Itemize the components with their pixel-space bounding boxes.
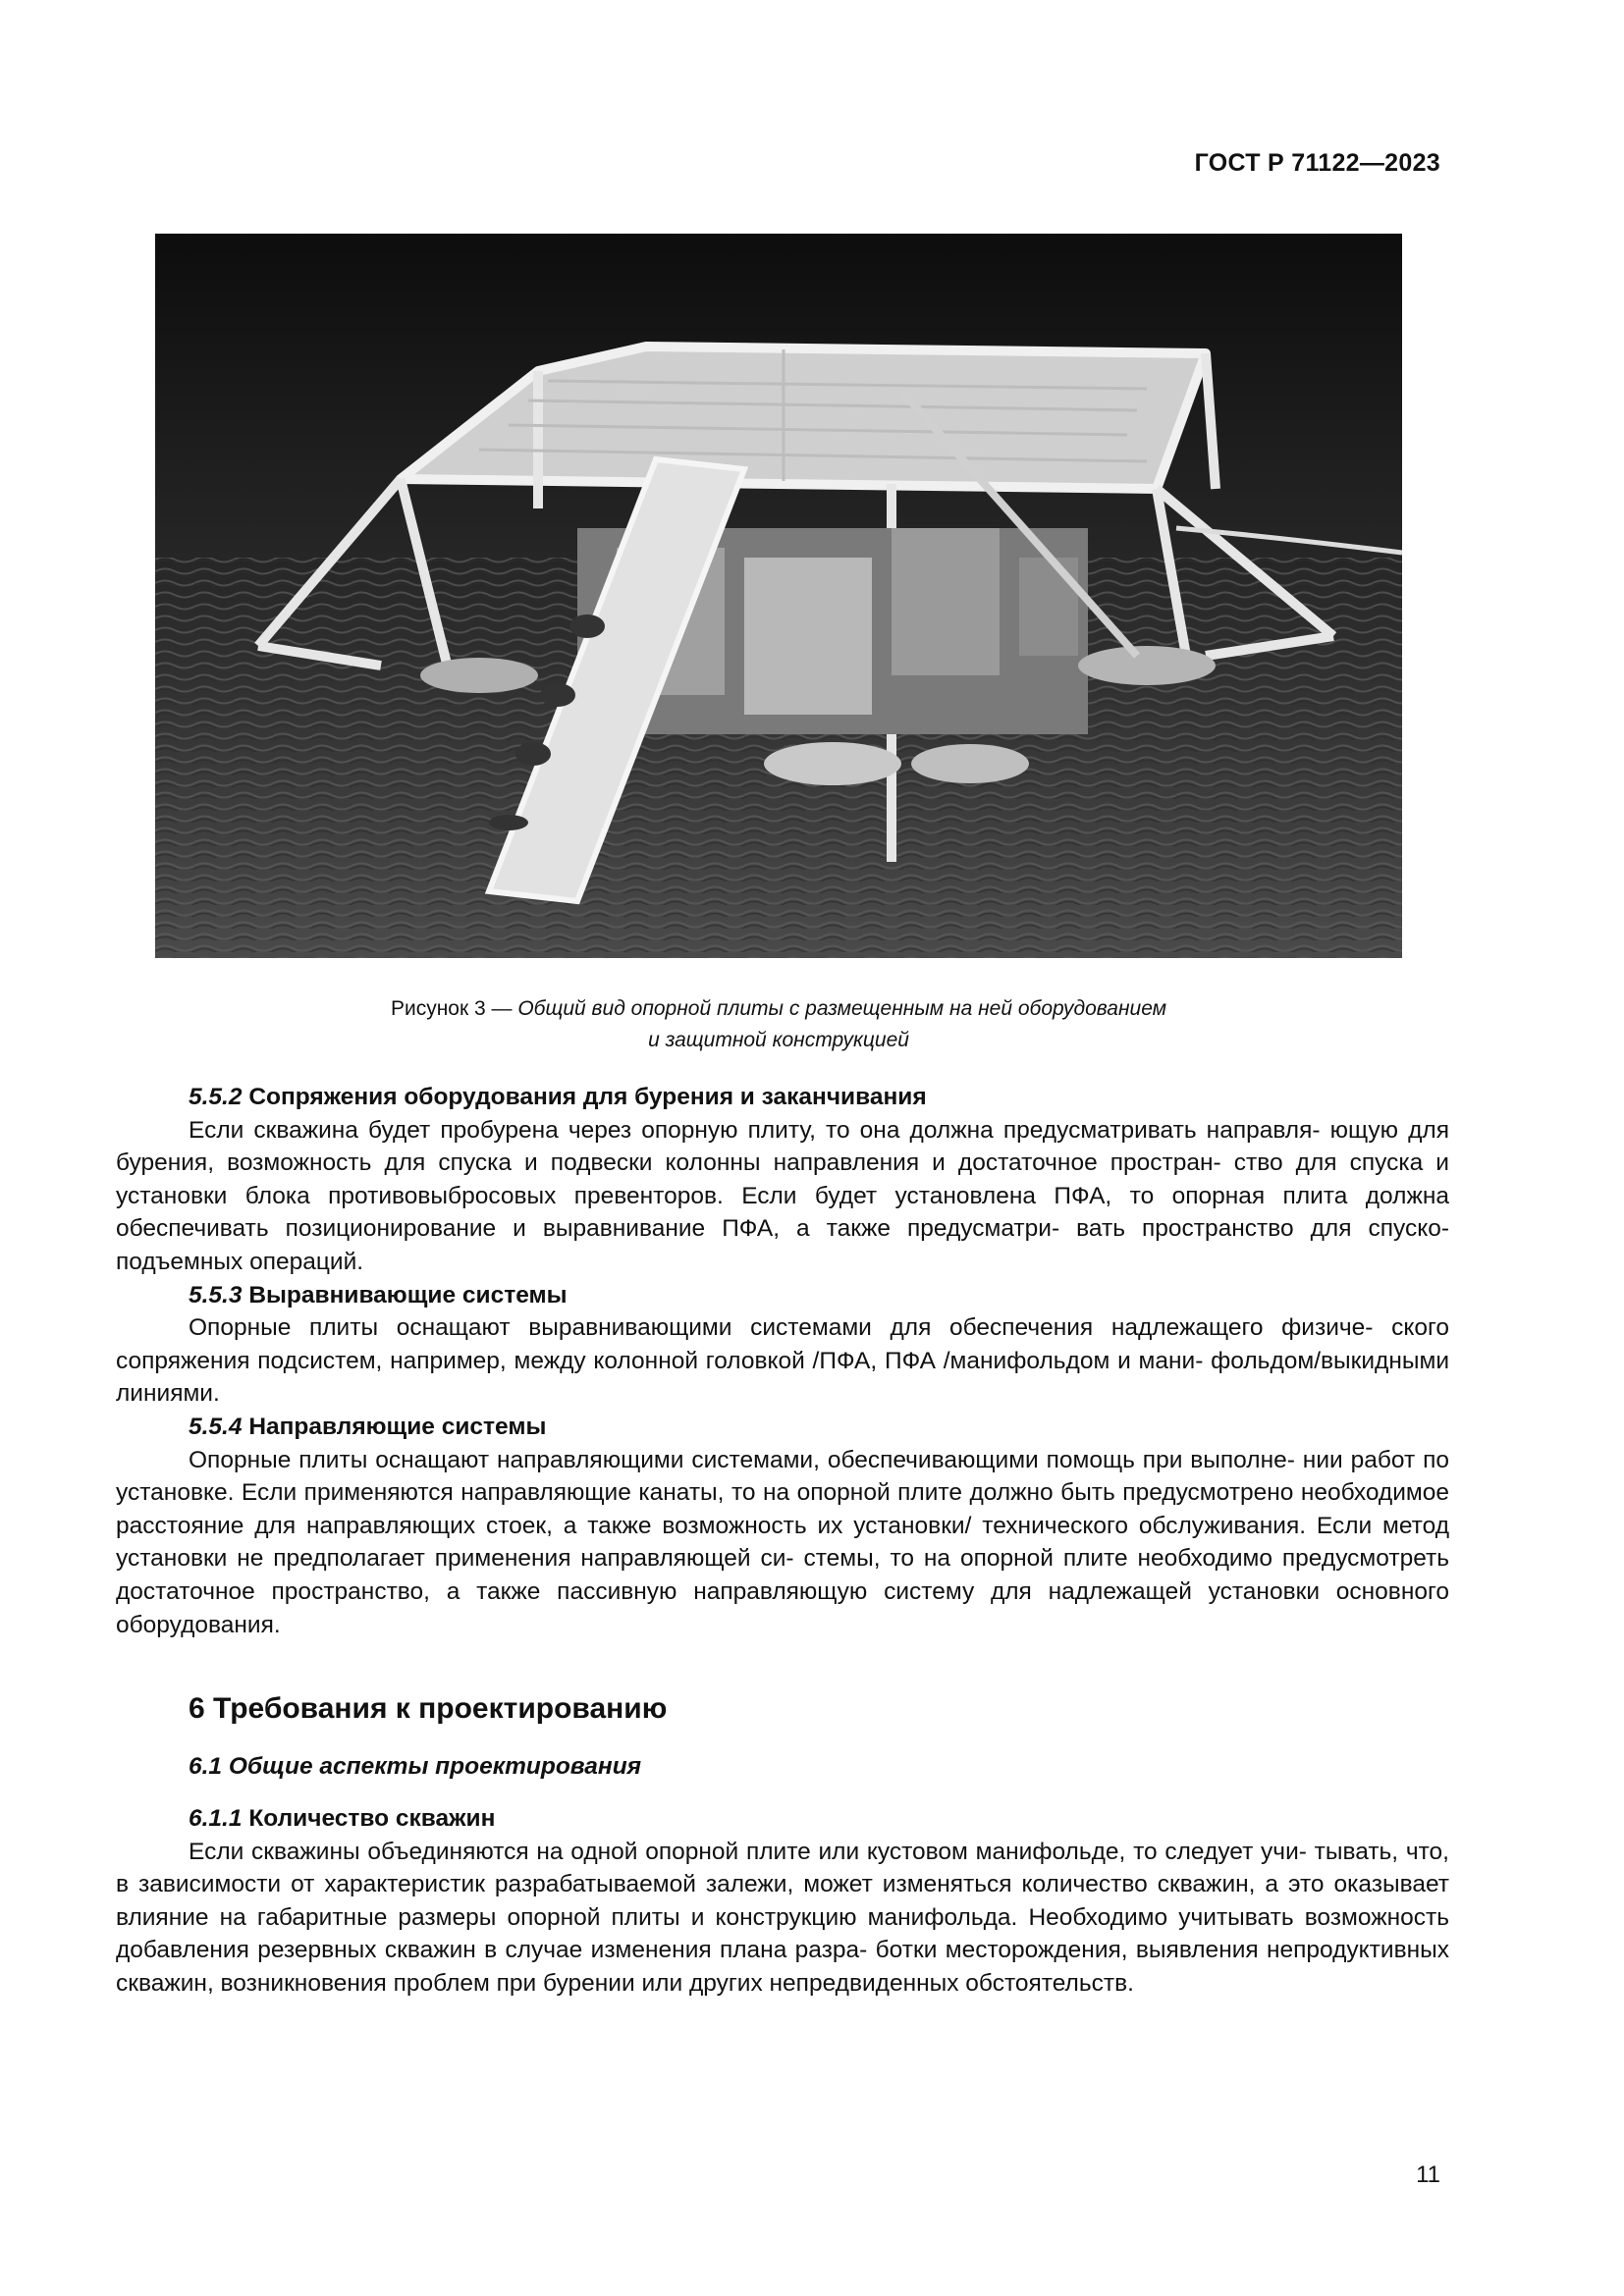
figure-3-template-illustration xyxy=(155,234,1402,958)
caption-title-part-2: и защитной конструкцией xyxy=(648,1029,909,1051)
heading-5-5-4 xyxy=(116,1411,1449,1444)
text-line: Если скважины объединяются на одной опорной плите или кустовом манифольде, то следует учи- xyxy=(189,1838,1307,1865)
heading-5-5-2 xyxy=(116,1081,1449,1114)
text-line: тывать, что, в зависимости от характеристик разрабатываемой залежи, может изменяться количество xyxy=(116,1838,1449,1898)
paragraph-6-1-1 xyxy=(116,1836,1449,2001)
text-line: ского сопряжения подсистем, например, между колонной головкой /ПФА, ПФА /манифольдом и мани- xyxy=(116,1314,1450,1374)
heading-5-5-3-title: Выравнивающие системы xyxy=(248,1281,568,1308)
heading-6-1-1-title: Количество скважин xyxy=(248,1805,496,1832)
caption-line-1 xyxy=(155,993,1402,1025)
paragraph-5-5-4 xyxy=(116,1444,1449,1642)
text-line: вать пространство для спуско-подъемных операций. xyxy=(116,1215,1449,1275)
text-line: скважин, а это оказывает влияние на габаритные размеры опорной плиты и конструкцию манифольда. xyxy=(116,1871,1449,1931)
text-line: стемы, то на опорной плите необходимо предусмотреть достаточное пространство, а также пассивную xyxy=(116,1545,1449,1605)
heading-6-1-1-number: 6.1.1 xyxy=(189,1805,243,1832)
text-line: нии работ по установке. Если применяются направляющие канаты, то на опорной плите должно быть xyxy=(116,1446,1449,1507)
heading-5-5-4-number: 5.5.4 xyxy=(189,1413,243,1440)
page-number: 11 xyxy=(1416,2162,1440,2188)
text-line: ство для спуска и установки блока противовыбросовых превенторов. Если будет установлена ПФА, то xyxy=(116,1149,1449,1209)
heading-5-5-2-title: Сопряжения оборудования для бурения и заканчивания xyxy=(248,1084,927,1110)
body-text-block-1 xyxy=(116,1081,1449,1641)
heading-5-5-3 xyxy=(116,1279,1449,1312)
section-6-1-heading: 6.1 Общие аспекты проектирования xyxy=(189,1753,642,1780)
section-6-heading: 6 Требования к проектированию xyxy=(189,1692,668,1725)
text-line: Если скважина будет пробурена через опорную плиту, то она должна предусматривать направля- xyxy=(189,1116,1321,1144)
heading-5-5-2-number: 5.5.2 xyxy=(189,1084,243,1110)
text-line: ботки месторождения, выявления непродуктивных скважин, возникновения проблем при бурении или xyxy=(116,1937,1449,1997)
text-line: Необходимо учитывать возможность добавления резервных скважин в случае изменения плана разра- xyxy=(116,1903,1449,1964)
text-line: опорная плита должна обеспечивать позиционирование и выравнивание ПФА, а также предусматри- xyxy=(116,1182,1449,1243)
heading-6-1-1 xyxy=(116,1802,1449,1836)
paragraph-5-5-2 xyxy=(116,1114,1449,1279)
text-line: Опорные плиты оснащают выравнивающими системами для обеспечения надлежащего физиче- xyxy=(189,1314,1374,1342)
text-line: Опорные плиты оснащают направляющими системами, обеспечивающими помощь при выполне- xyxy=(189,1446,1295,1473)
paragraph-5-5-3 xyxy=(116,1311,1449,1411)
heading-5-5-4-title: Направляющие системы xyxy=(248,1413,547,1440)
caption-prefix: Рисунок 3 — xyxy=(390,997,518,1020)
text-line: фольдом/выкидными линиями. xyxy=(116,1347,1450,1408)
caption-title-part-1: Общий вид опорной плиты с размещенным на ней оборудованием xyxy=(517,997,1167,1020)
document-code: ГОСТ Р 71122—2023 xyxy=(1194,149,1440,177)
body-text-block-2 xyxy=(116,1802,1449,2001)
text-line: предусмотрено необходимое расстояние для направляющих стоек, а также возможность их установки/ xyxy=(116,1479,1449,1539)
text-line: технического обслуживания. Если метод установки не предполагает применения направляющей си- xyxy=(116,1512,1450,1573)
heading-5-5-3-number: 5.5.3 xyxy=(189,1281,243,1308)
text-line: направляющую систему для надлежащей установки основного оборудования. xyxy=(116,1577,1449,1638)
figure-caption xyxy=(155,993,1402,1056)
text-line: других непредвиденных обстоятельств. xyxy=(688,1969,1134,1997)
text-line: ющую для бурения, возможность для спуска и подвески колонны направления и достаточное простран- xyxy=(116,1116,1449,1177)
